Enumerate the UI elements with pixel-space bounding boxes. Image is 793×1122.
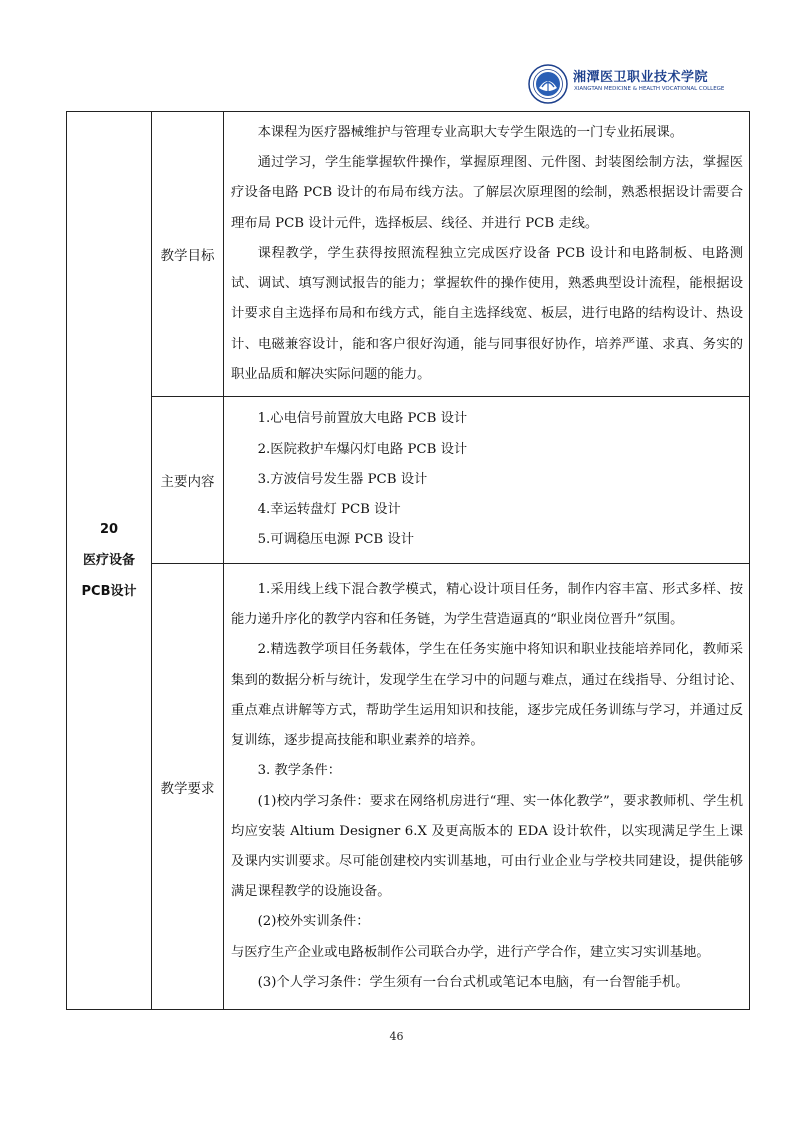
course-name-line2: PCB设计	[81, 584, 137, 599]
content-row	[67, 397, 750, 564]
requirements-row	[67, 564, 750, 1010]
college-name-en: XIANGTAN MEDICINE & HEALTH VOCATIONAL COLLEGE	[574, 86, 725, 92]
objectives-paragraph: 课程教学，学生获得按照流程独立完成医疗设备 PCB 设计和电路制板、电路测试、调试、填写测试报告的能力；掌握软件的操作使用，熟悉典型设计流程，能根据设计要求自主选择布局和布线方式，能自主选择线宽、板层，进行电路的结构设计、热设计、电磁兼容设计，能和客户很好沟通，能与同事很好协作，培养严谨、求真、务实的职业品质和解决实际问题的能力。	[231, 245, 743, 382]
page-number: 46	[389, 1030, 404, 1043]
objectives-label: 教学目标	[152, 112, 224, 397]
college-seal-icon	[528, 64, 568, 104]
college-name: 湘潭医卫职业技术学院	[573, 70, 709, 85]
content-item: 1.心电信号前置放大电路 PCB 设计	[257, 411, 468, 427]
requirements-paragraph: (1)校内学习条件：要求在网络机房进行“理、实一体化教学”，要求教师机、学生机均应安装 Altium Designer 6.X 及更高版本的 EDA 设计软件，以实现满足学生上课及课内实训要求。尽可能创建校内实训基地，可由行业企业与学校共同建设，提供能够满足课程教学的设施设备。	[231, 793, 743, 900]
content-items	[224, 397, 750, 564]
requirements-paragraph: 1.采用线上线下混合教学模式，精心设计项目任务，制作内容丰富、形式多样、按能力递升序化的教学内容和任务链，为学生营造逼真的“职业岗位晋升”氛围。	[231, 582, 743, 628]
objectives-content	[224, 112, 750, 397]
content-item: 4.幸运转盘灯 PCB 设计	[257, 502, 401, 518]
objectives-row	[67, 112, 750, 397]
requirements-paragraph: 3. 教学条件：	[257, 763, 341, 779]
requirements-paragraph: (2)校外实训条件：	[257, 914, 370, 930]
content-item: 2.医院救护车爆闪灯电路 PCB 设计	[257, 441, 468, 457]
objectives-paragraph: 本课程为医疗器械维护与管理专业高职大专学生限选的一门专业拓展课。	[257, 125, 684, 141]
college-logo	[528, 64, 743, 104]
requirements-paragraph: (3)个人学习条件：学生须有一台台式机或笔记本电脑，有一台智能手机。	[257, 974, 689, 990]
requirements-paragraph: 2.精选教学项目任务载体，学生在任务实施中将知识和职业技能培养同化，教师采集到的数据分析与统计，发现学生在学习中的问题与难点，通过在线指导、分组讨论、重点难点讲解等方式，帮助学生运用知识和技能，逐步完成任务训练与学习，并通过反复训练，逐步提高技能和职业素养的培养。	[231, 642, 743, 749]
requirements-label: 教学要求	[152, 564, 224, 1010]
objectives-paragraph: 通过学习，学生能掌握软件操作，掌握原理图、元件图、封装图绘制方法，掌握医疗设备电路 PCB 设计的布局布线方法。了解层次原理图的绘制，熟悉根据设计需要合理布局 PCB 设计元件，选择板层、线径、并进行 PCB 走线。	[231, 155, 743, 231]
course-id-cell	[67, 112, 152, 1010]
course-table	[66, 111, 750, 1010]
content-item: 5.可调稳压电源 PCB 设计	[257, 532, 415, 548]
requirements-paragraph: 与医疗生产企业或电路板制作公司联合办学，进行产学合作，建立实习实训基地。	[231, 944, 710, 960]
course-name-line1: 医疗设备	[82, 553, 135, 568]
course-number: 20	[99, 522, 119, 537]
content-label: 主要内容	[152, 397, 224, 564]
requirements-content	[224, 564, 750, 1010]
content-item: 3.方波信号发生器 PCB 设计	[257, 471, 428, 487]
